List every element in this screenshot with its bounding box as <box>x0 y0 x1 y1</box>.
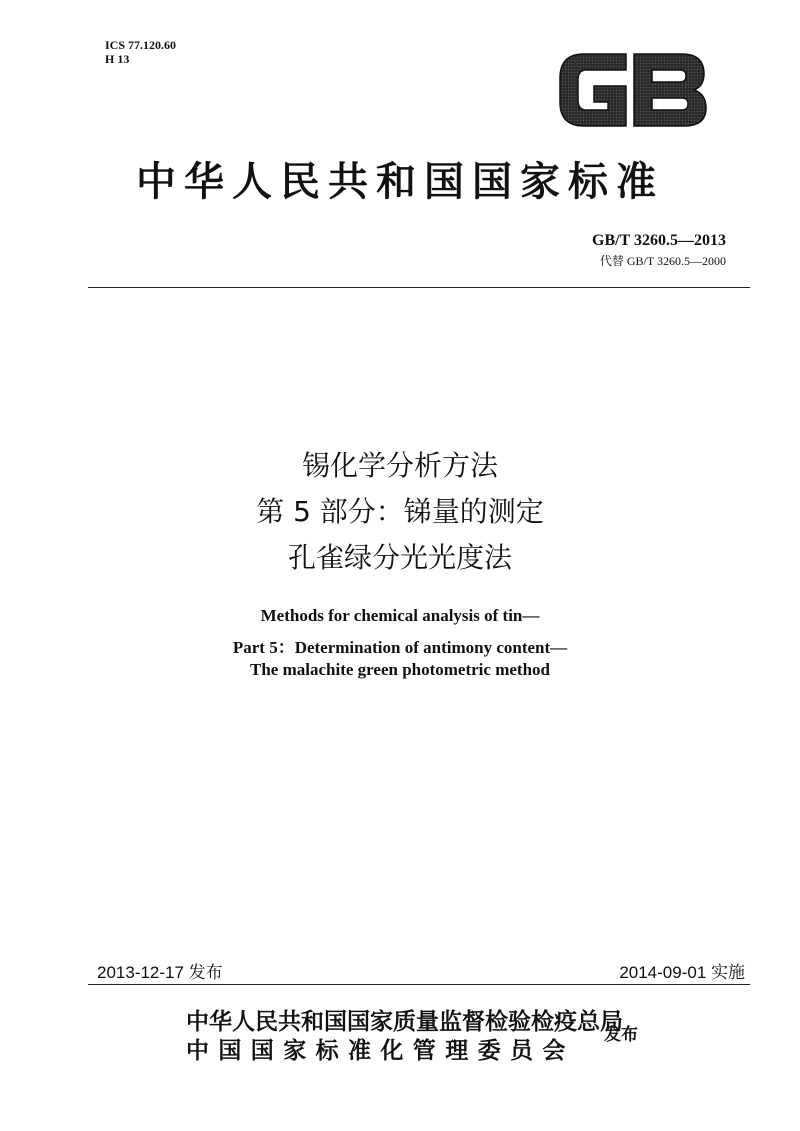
replaced-standard: 代替 GB/T 3260.5—2000 <box>599 254 726 268</box>
gb-logo <box>552 44 712 134</box>
standard-number: GB/T 3260.5—2013 <box>592 232 726 249</box>
issue-date: 2013-12-17 发布 <box>97 963 223 982</box>
bottom-divider <box>88 984 750 985</box>
ics-code: ICS 77.120.60 <box>105 38 177 52</box>
publish-label: 发布 <box>604 1025 638 1045</box>
title-cn-line2: 第 5 部分：锑量的测定 <box>256 495 544 528</box>
title-cn-line3: 孔雀绿分光光度法 <box>287 541 512 574</box>
title-cn-line1: 锡化学分析方法 <box>301 449 498 482</box>
ccs-code: H 13 <box>105 52 130 66</box>
issuer-sac: 中国国家标准化管理委员会 <box>186 1037 575 1064</box>
top-divider <box>88 287 750 288</box>
title-en-line1: Methods for chemical analysis of tin— <box>260 606 540 625</box>
classification-codes <box>105 38 176 66</box>
title-en-line3: The malachite green photometric method <box>250 660 550 679</box>
implementation-date: 2014-09-01 实施 <box>619 963 745 982</box>
national-standard-title: 中华人民共和国国家标准 <box>136 158 664 205</box>
title-en-line2: Part 5：Determination of antimony content— <box>232 638 568 657</box>
issuer-aqsiq: 中华人民共和国国家质量监督检验检疫总局 <box>186 1008 623 1035</box>
